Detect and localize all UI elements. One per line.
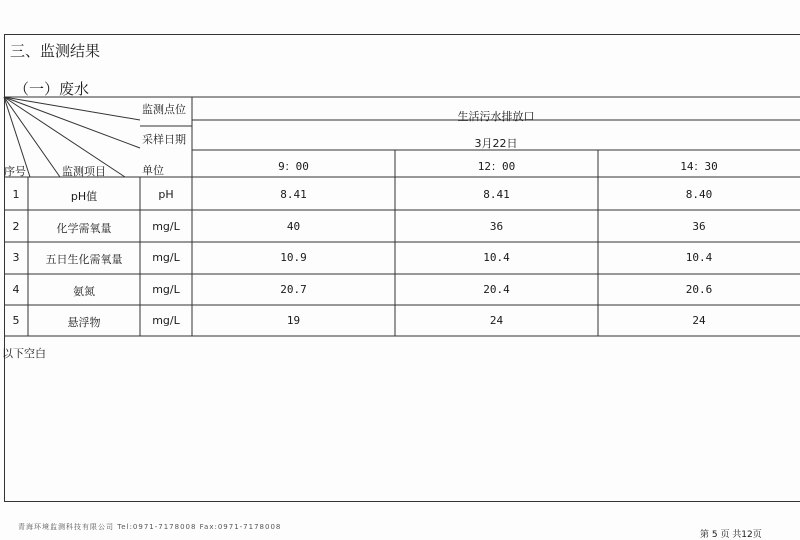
table-row-1-item: pH值	[70, 190, 98, 203]
header-seq-label: 序号	[4, 165, 26, 178]
table-row-2-seq: 2	[12, 220, 20, 233]
table-row-5-value-3: 24	[692, 314, 706, 327]
table-row-1-value-3: 8.40	[685, 188, 713, 201]
header-time-1: 9：00	[278, 160, 309, 173]
table-row-5-seq: 5	[12, 314, 20, 327]
footer-company: 青海环境监测科技有限公司 Tel:0971-7178008 Fax:0971-7178008	[18, 523, 282, 531]
table-row-2-unit: mg/L	[152, 220, 180, 233]
section-title: 三、监测结果	[10, 42, 101, 60]
table-row-2-item: 化学需氧量	[56, 222, 112, 235]
table-row-4-seq: 4	[12, 283, 20, 296]
table-row-5-value-1: 19	[286, 314, 301, 327]
header-point-value: 生活污水排放口	[457, 110, 535, 123]
blank-below-note: 以下空白	[2, 347, 46, 360]
table-row-4-unit: mg/L	[152, 283, 180, 296]
table-row-3-value-1: 10.9	[280, 251, 307, 264]
header-item-label: 监测项目	[62, 165, 106, 178]
header-time-2: 12：00	[477, 160, 516, 173]
table-row-5-unit: mg/L	[152, 314, 180, 327]
table-row-3-value-3: 10.4	[685, 251, 713, 264]
table-row-4-item: 氨氮	[73, 285, 95, 298]
header-point-label: 监测点位	[142, 103, 186, 116]
table-row-2-value-3: 36	[692, 220, 706, 233]
table-row-5-value-2: 24	[489, 314, 504, 327]
table-row-3-item: 五日生化需氧量	[45, 253, 123, 266]
table-row-1-unit: pH	[158, 188, 174, 201]
header-unit-label: 单位	[142, 164, 164, 177]
table-row-1-value-1: 8.41	[280, 188, 307, 201]
table-row-3-seq: 3	[12, 251, 20, 264]
table-row-4-value-1: 20.7	[280, 283, 307, 296]
header-date-label: 采样日期	[142, 133, 186, 146]
table-row-3-unit: mg/L	[152, 251, 180, 264]
table-row-2-value-2: 36	[489, 220, 504, 233]
subsection-title: （一）废水	[14, 80, 90, 98]
table-row-2-value-1: 40	[286, 220, 301, 233]
footer-page-number: 第 5 页 共12页	[700, 530, 762, 540]
table-row-3-value-2: 10.4	[483, 251, 510, 264]
header-time-3: 14：30	[680, 160, 718, 173]
table-row-4-value-3: 20.6	[685, 283, 713, 296]
table-row-4-value-2: 20.4	[483, 283, 510, 296]
header-date-value: 3月22日	[474, 137, 518, 150]
table-row-1-seq: 1	[12, 188, 20, 201]
table-row-5-item: 悬浮物	[67, 316, 101, 329]
table-row-1-value-2: 8.41	[483, 188, 510, 201]
